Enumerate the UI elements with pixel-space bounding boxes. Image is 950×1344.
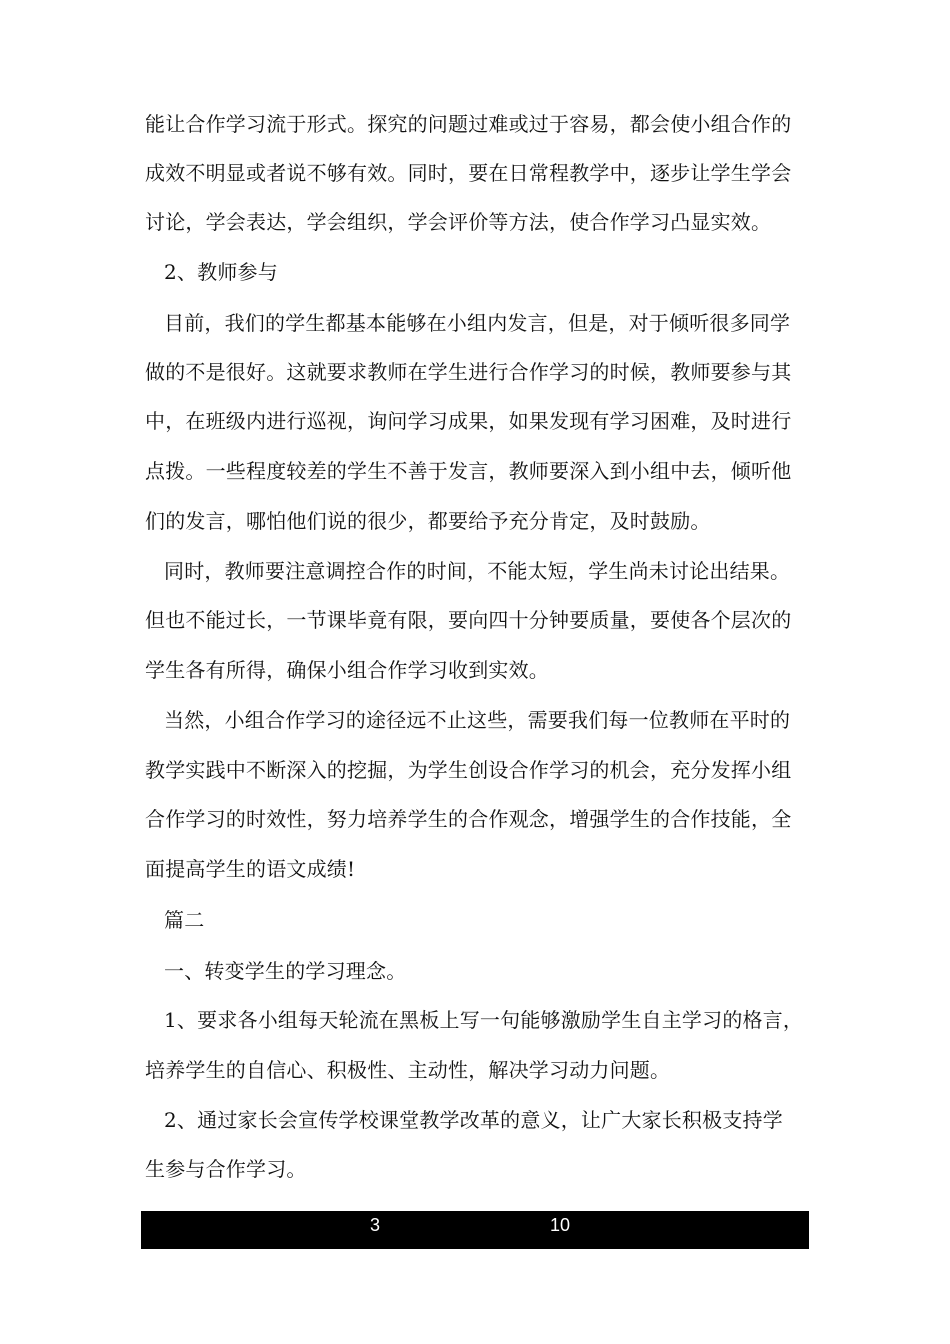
body-text-line: 2、通过家长会宣传学校课堂教学改革的意义，让广大家长积极支持学 bbox=[164, 1108, 783, 1132]
body-text-line: 学生各有所得，确保小组合作学习收到实效。 bbox=[145, 658, 549, 682]
body-text-line: 成效不明显或者说不够有效。同时，要在日常程教学中，逐步让学生学会 bbox=[145, 161, 792, 185]
body-text-line: 点拨。一些程度较差的学生不善于发言，教师要深入到小组中去，倾听他 bbox=[145, 459, 792, 483]
body-text-line: 同时，教师要注意调控合作的时间，不能太短，学生尚未讨论出结果。 bbox=[164, 559, 791, 583]
section-heading: 2、教师参与 bbox=[164, 260, 278, 284]
body-text-line: 当然，小组合作学习的途径远不止这些，需要我们每一位教师在平时的 bbox=[164, 708, 791, 732]
body-text-line: 合作学习的时效性，努力培养学生的合作观念，增强学生的合作技能，全 bbox=[145, 807, 792, 831]
body-text-line: 们的发言，哪怕他们说的很少，都要给予充分肯定，及时鼓励。 bbox=[145, 509, 711, 533]
body-text-line: 生参与合作学习。 bbox=[145, 1157, 307, 1181]
section-heading: 一、转变学生的学习理念。 bbox=[164, 959, 407, 983]
body-text-line: 讨论，学会表达，学会组织，学会评价等方法，使合作学习凸显实效。 bbox=[145, 210, 772, 234]
body-text-line: 做的不是很好。这就要求教师在学生进行合作学习的时候，教师要参与其 bbox=[145, 360, 792, 384]
body-text-line: 1、要求各小组每天轮流在黑板上写一句能够激励学生自主学习的格言， bbox=[164, 1008, 804, 1032]
body-text-line: 目前，我们的学生都基本能够在小组内发言，但是，对于倾听很多同学 bbox=[164, 311, 791, 335]
body-text-line: 培养学生的自信心、积极性、主动性，解决学习动力问题。 bbox=[145, 1058, 671, 1082]
page-footer-bar bbox=[141, 1211, 809, 1249]
body-text-line: 但也不能过长，一节课毕竟有限，要向四十分钟要质量，要使各个层次的 bbox=[145, 608, 792, 632]
page-number-total: 10 bbox=[550, 1215, 571, 1235]
body-text-line: 能让合作学习流于形式。探究的问题过难或过于容易，都会使小组合作的 bbox=[145, 112, 792, 136]
body-text-line: 教学实践中不断深入的挖掘，为学生创设合作学习的机会，充分发挥小组 bbox=[145, 758, 792, 782]
body-text-line: 中，在班级内进行巡视，询问学习成果，如果发现有学习困难，及时进行 bbox=[145, 409, 792, 433]
section-heading: 篇二 bbox=[164, 908, 205, 932]
page-number-current: 3 bbox=[370, 1215, 381, 1235]
body-text-line: 面提高学生的语文成绩! bbox=[145, 857, 356, 881]
